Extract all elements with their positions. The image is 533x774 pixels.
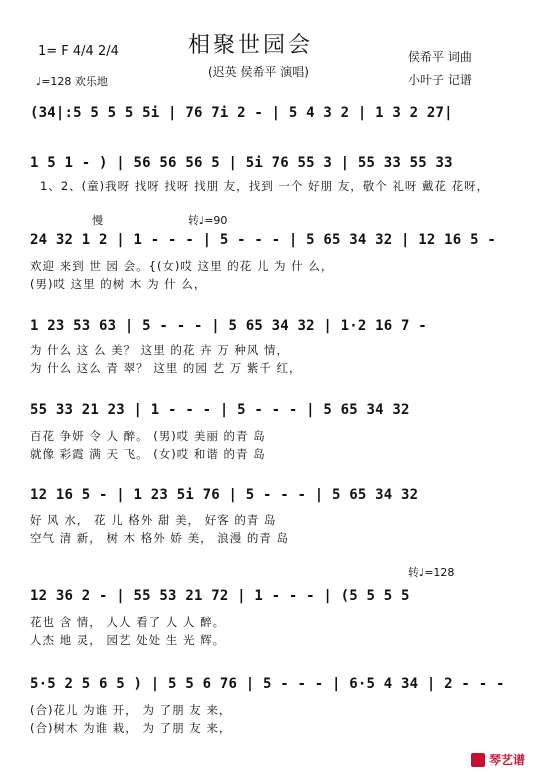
tempo-marking: ♩=128 欢乐地 xyxy=(36,75,108,88)
lyric-line-7a: 花也 含 情， 人人 看了 人 人 醉。 xyxy=(30,615,226,629)
slow-marking: 慢 xyxy=(92,214,103,227)
key-signature: 1= F 4/4 2/4 xyxy=(38,44,119,59)
site-logo[interactable] xyxy=(471,751,525,768)
lyric-line-6b: 空气 清 新， 树 木 格外 娇 美， 浪漫 的青 岛 xyxy=(30,531,290,545)
lyric-line-5b: 就像 彩霞 满 天 飞。 (女)哎 和谐 的青 岛 xyxy=(30,447,266,461)
notation-line-8: 5·5 2 5 6 5 ) | 5 5 6 76 | 5 - - - | 6·5 4 34 | 2 - - - xyxy=(30,676,505,692)
lyric-line-8b: (合)树木 为谁 栽， 为 了朋 友 来， xyxy=(30,721,232,735)
lyric-line-2a: 1、2、(童)我呀 找呀 找呀 找朋 友，找到 一个 好朋 友，敬个 礼呀 戴花 花呀， xyxy=(40,179,490,193)
lyric-line-6a: 好 风 水， 花 儿 格外 甜 美， 好客 的青 岛 xyxy=(30,513,277,527)
logo-mark-icon xyxy=(471,753,485,767)
notation-line-5: 55 33 21 23 | 1 - - - | 5 - - - | 5 65 34 32 xyxy=(30,402,410,418)
lyric-line-4b: 为 什么 这么 青 翠？ 这里 的园 艺 万 紫千 红， xyxy=(30,361,302,375)
notation-line-4: 1 23 53 63 | 5 - - - | 5 65 34 32 | 1·2 16 7 - xyxy=(30,318,427,334)
lyric-line-5a: 百花 争妍 令 人 醉。 (男)哎 美丽 的青 岛 xyxy=(30,429,266,443)
notation-line-7: 12 36 2 - | 55 53 21 72 | 1 - - - | (5 5 5 5 xyxy=(30,588,410,604)
tempo-change-90: 转♩=90 xyxy=(188,214,228,227)
notation-line-1: (34|:5 5 5 5 5i | 76 7i 2 - | 5 4 3 2 | 1 3 2 27| xyxy=(30,105,453,121)
lyric-line-7b: 人杰 地 灵， 园艺 处处 生 光 辉。 xyxy=(30,633,226,647)
tempo-change-128: 转♩=128 xyxy=(408,566,455,579)
notation-line-3: 24 32 1 2 | 1 - - - | 5 - - - | 5 65 34 32 | 12 16 5 - xyxy=(30,232,496,248)
lyric-line-3b: (男)哎 这里 的树 木 为 什 么， xyxy=(30,277,207,291)
composer-credit: 侯希平 词曲 xyxy=(408,50,472,64)
notation-line-6: 12 16 5 - | 1 23 5i 76 | 5 - - - | 5 65 34 32 xyxy=(30,487,419,503)
song-title: 相聚世园会 xyxy=(188,33,314,58)
transcriber-credit: 小叶子 记谱 xyxy=(408,73,472,87)
lyric-line-3a: 欢迎 来到 世 园 会。{(女)哎 这里 的花 儿 为 什 么， xyxy=(30,259,334,273)
lyric-line-8a: (合)花儿 为谁 开， 为 了朋 友 来， xyxy=(30,703,232,717)
performers: (迟英 侯希平 演唱) xyxy=(208,65,309,79)
lyric-line-4a: 为 什么 这 么 美？ 这里 的花 卉 万 种风 情， xyxy=(30,343,290,357)
logo-text: 琴艺谱 xyxy=(488,753,525,767)
notation-line-2: 1 5 1 - ) | 56 56 56 5 | 5i 76 55 3 | 55 33 55 33 xyxy=(30,155,453,171)
